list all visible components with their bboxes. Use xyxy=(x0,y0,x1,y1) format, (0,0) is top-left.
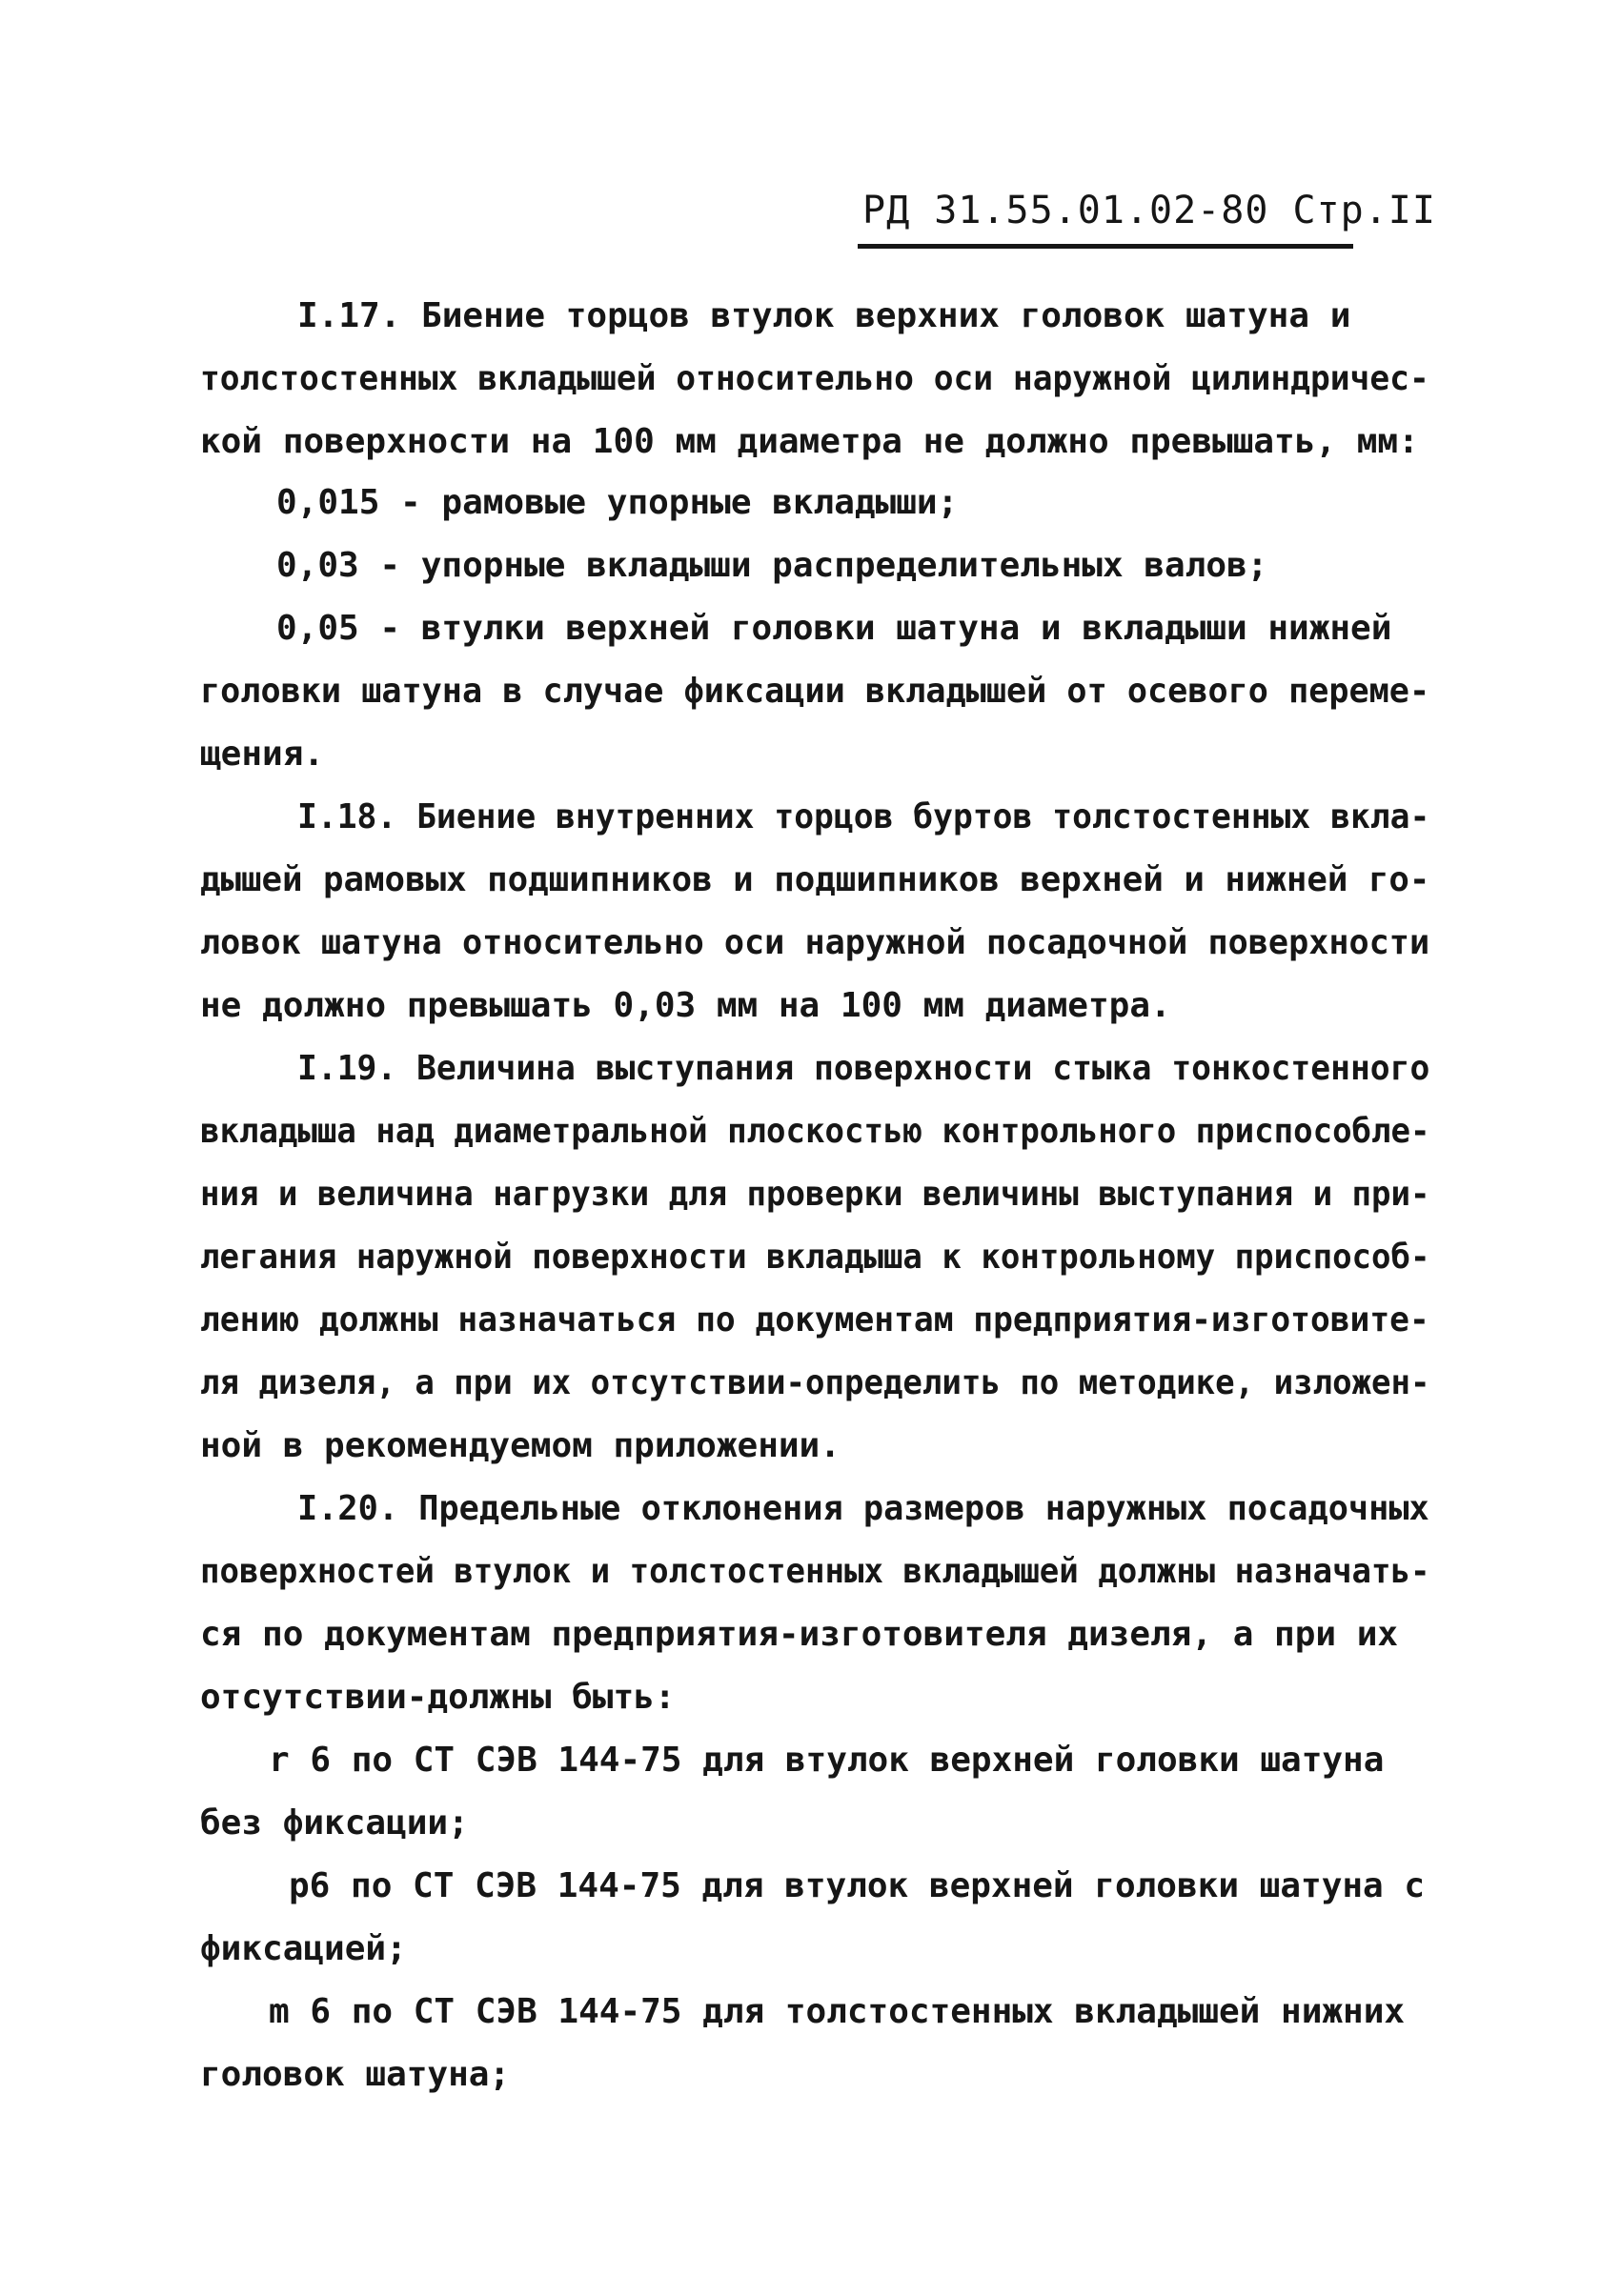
text-line: вкладыша над диаметральной плоскостью контрольного приспособле- xyxy=(200,1112,1430,1151)
text-line: I.19. Величина выступания поверхности стыка тонкостенного xyxy=(297,1049,1430,1088)
document-reference: РД 31.55.01.02-80 Стр.II xyxy=(862,189,1436,232)
text-line: не должно превышать 0,03 мм на 100 мм диаметра. xyxy=(200,986,1171,1025)
text-line: лению должны назначаться по документам предприятия-изготовите- xyxy=(200,1300,1429,1339)
text-line: толстостенных вкладышей относительно оси наружной цилиндричес- xyxy=(200,359,1429,398)
text-line: головок шатуна; xyxy=(200,2055,511,2094)
text-line: щения. xyxy=(200,735,325,774)
text-line: без фиксации; xyxy=(200,1803,469,1843)
text-line: 0,015 - рамовые упорные вкладыши; xyxy=(276,483,959,522)
text-line: кой поверхности на 100 мм диаметра не должно превышать, мм: xyxy=(200,422,1419,461)
text-line: 0,03 - упорные вкладыши распределительных валов; xyxy=(276,546,1268,585)
text-line: I.20. Предельные отклонения размеров наружных посадочных xyxy=(297,1489,1429,1528)
text-line: легания наружной поверхности вкладыша к контрольному приспособ- xyxy=(200,1238,1430,1277)
text-line: m 6 по СТ СЭВ 144-75 для толстостенных вкладышей нижних xyxy=(269,1992,1406,2031)
text-line: дышей рамовых подшипников и подшипников верхней и нижней го- xyxy=(200,860,1430,899)
text-line: ния и величина нагрузки для проверки величины выступания и при- xyxy=(200,1175,1430,1214)
text-line: I.17. Биение торцов втулок верхних головок шатуна и xyxy=(297,296,1351,335)
text-line: I.18. Биение внутренних торцов буртов толстостенных вкла- xyxy=(297,797,1430,836)
text-line: ся по документам предприятия-изготовителя дизеля, а при их xyxy=(200,1615,1399,1654)
text-line: головки шатуна в случае фиксации вкладышей от осевого переме- xyxy=(200,672,1430,711)
text-line: r 6 по СТ СЭВ 144-75 для втулок верхней головки шатуна xyxy=(269,1741,1385,1780)
text-line: поверхностей втулок и толстостенных вкладышей должны назначать- xyxy=(200,1552,1430,1591)
text-line: ловок шатуна относительно оси наружной посадочной поверхности xyxy=(200,923,1430,962)
text-line: 0,05 - втулки верхней головки шатуна и вкладыши нижней xyxy=(276,609,1392,648)
text-line: фиксацией; xyxy=(200,1929,407,1968)
text-line: отсутствии-должны быть: xyxy=(200,1678,676,1717)
header-underline xyxy=(858,244,1353,249)
text-line: ной в рекомендуемом приложении. xyxy=(200,1426,841,1465)
text-line: ля дизеля, а при их отсутствии-определить по методике, изложен- xyxy=(200,1363,1430,1402)
text-line: р6 по СТ СЭВ 144-75 для втулок верхней головки шатуна с xyxy=(289,1866,1426,1905)
